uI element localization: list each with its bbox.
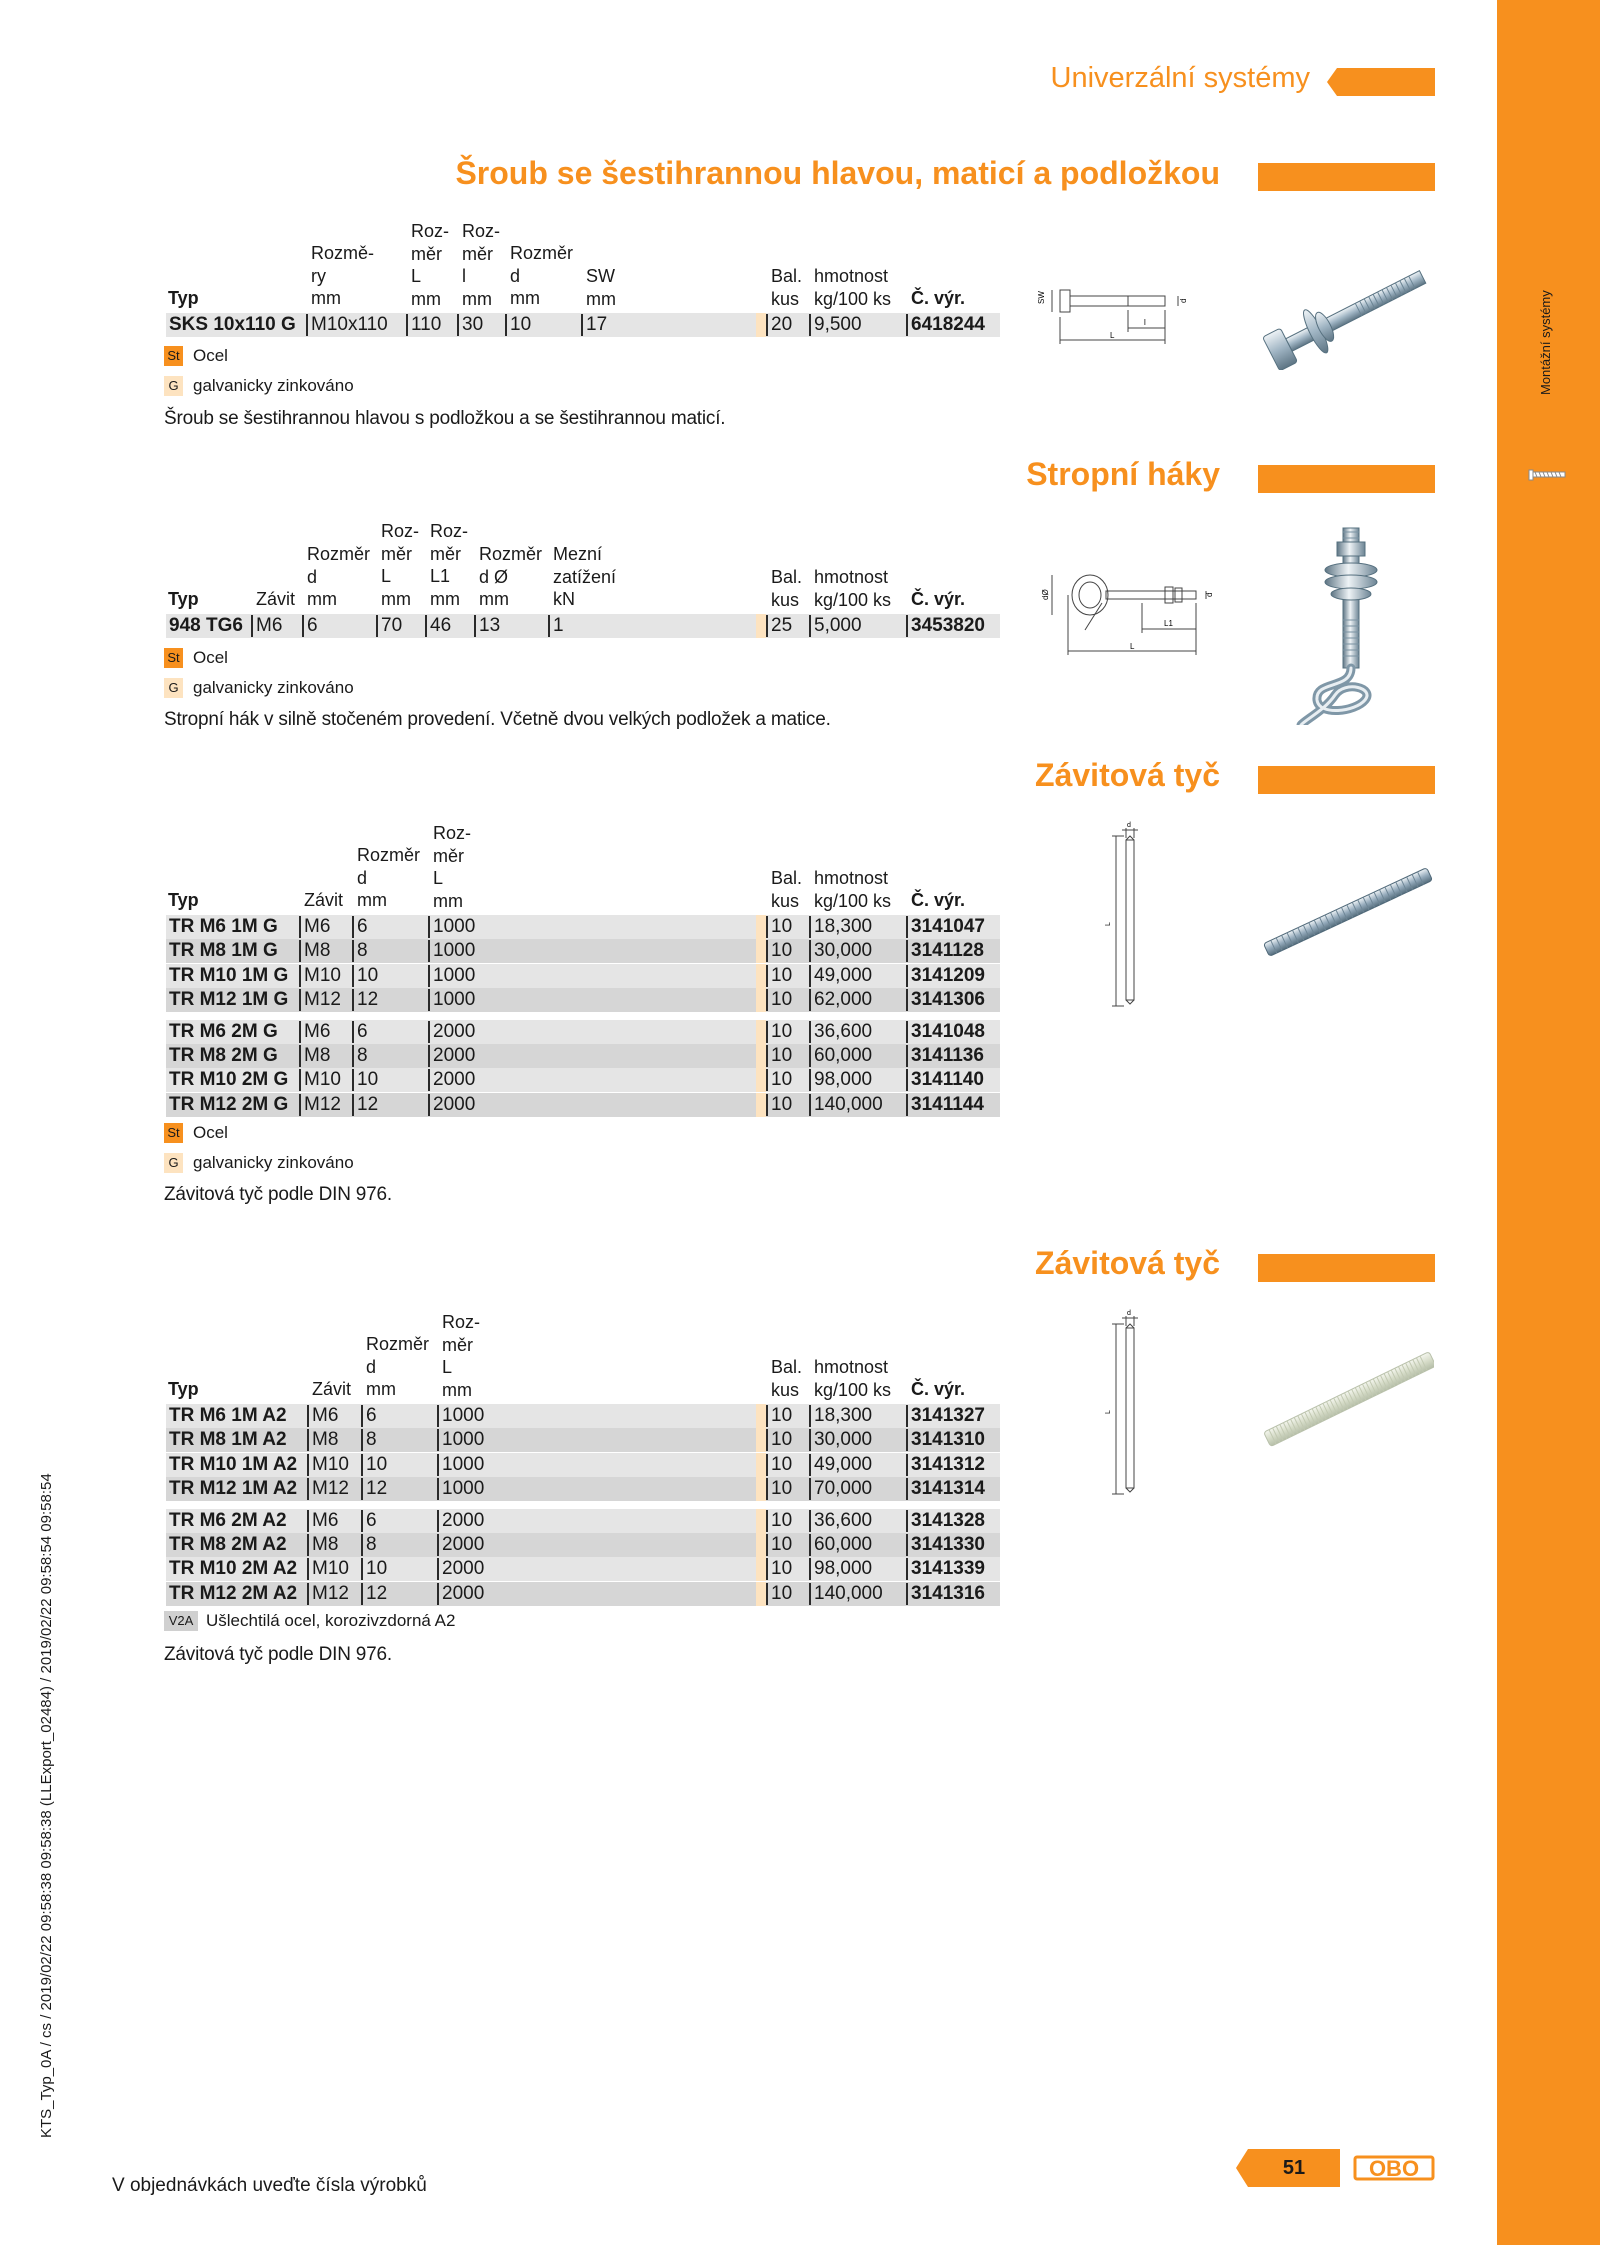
- col-header-L1: Roz- měr L1 mm: [430, 521, 469, 609]
- cell-hmotnost: 36,600: [809, 1510, 872, 1532]
- col-header-cvyr: Č. výr.: [911, 288, 966, 308]
- bal-marker: [756, 915, 766, 939]
- cell-zavit: M12: [299, 989, 341, 1011]
- cell-d: 8: [361, 1534, 377, 1556]
- cell-hmotnost: 60,000: [809, 1045, 872, 1067]
- cell-article-number: 3141136: [906, 1045, 984, 1067]
- col-header-sw: SW mm: [586, 266, 616, 309]
- cell-L: 2000: [428, 1069, 475, 1091]
- table-row: [166, 1582, 1000, 1606]
- cell-typ: TR M6 2M G: [169, 1020, 278, 1042]
- cell-d: 6: [352, 916, 368, 938]
- cell-L: 1000: [428, 965, 475, 987]
- hex-bolt-table: [166, 218, 1000, 338]
- cell-article-number: 3141306: [906, 989, 985, 1011]
- cell-bal: 10: [766, 1069, 792, 1091]
- bal-marker: [756, 1404, 766, 1428]
- bal-marker: [756, 939, 766, 963]
- material-code-badge: G: [164, 376, 183, 396]
- cell-zavit: M6: [251, 615, 282, 637]
- cell-hmotnost: 140,000: [809, 1094, 883, 1116]
- cell-L: 1000: [428, 916, 475, 938]
- cell-bal: 10: [766, 1045, 792, 1067]
- cell-bal: 20: [766, 314, 792, 336]
- cell-article-number: 3141330: [906, 1534, 985, 1556]
- cell-article-number: 3141140: [906, 1069, 984, 1091]
- section-bar: [1258, 1254, 1435, 1282]
- cell-typ: TR M10 1M A2: [169, 1453, 298, 1475]
- cell-zavit: M10: [299, 1069, 341, 1091]
- col-header-d: Rozměr d mm: [510, 243, 574, 308]
- cell-bal: 10: [766, 1510, 792, 1532]
- cell-hmotnost: 70,000: [809, 1478, 872, 1500]
- cell-d: 12: [361, 1478, 387, 1500]
- cell-hmotnost: 62,000: [809, 989, 872, 1011]
- cell-article-number: 3141327: [906, 1405, 985, 1427]
- col-header-zavit: Závit: [304, 890, 344, 910]
- cell-L: 1000: [437, 1454, 484, 1476]
- svg-text:dØ: dØ: [1041, 589, 1050, 600]
- cell-L: 110: [406, 314, 441, 336]
- cell-zavit: M12: [299, 1094, 341, 1116]
- section-bar: [1258, 766, 1435, 794]
- cell-L: 2000: [437, 1558, 484, 1580]
- svg-text:L: L: [1110, 331, 1115, 340]
- cell-hmotnost: 140,000: [809, 1583, 883, 1605]
- cell-typ: TR M10 1M G: [169, 964, 289, 986]
- threaded-rod-stainless-table: [166, 1309, 1000, 1609]
- cell-article-number: 3141316: [906, 1583, 985, 1605]
- cell-zavit: M6: [307, 1405, 338, 1427]
- col-header-cvyr: Č. výr.: [911, 589, 966, 609]
- cell-bal: 10: [766, 965, 792, 987]
- table-row: [166, 915, 1000, 939]
- cell-article-number: 3141047: [906, 916, 985, 938]
- col-header-zavit: Závit: [312, 1379, 352, 1399]
- material-legend-item: [164, 646, 228, 670]
- material-legend-item: [164, 344, 228, 368]
- cell-typ: TR M12 1M A2: [169, 1478, 298, 1500]
- cell-zavit: M12: [307, 1478, 349, 1500]
- material-legend-item: [164, 676, 354, 700]
- material-legend-item: [164, 374, 354, 398]
- svg-text:L: L: [1130, 642, 1135, 651]
- cell-typ: TR M8 1M A2: [169, 1429, 287, 1451]
- cell-d: 6: [361, 1405, 377, 1427]
- svg-text:l: l: [1144, 318, 1146, 327]
- table-row: [166, 964, 1000, 988]
- threaded-rod-technical-drawing: [1100, 1306, 1150, 1501]
- table-row: [166, 313, 1000, 337]
- bal-marker: [756, 988, 766, 1012]
- bal-marker: [756, 1428, 766, 1452]
- col-header-L: Roz- měr L mm: [411, 221, 450, 309]
- col-header-d: Rozměr d mm: [307, 544, 371, 609]
- footer-order-note: V objednávkách uveďte čísla výrobků: [112, 2175, 427, 2196]
- cell-d: 10: [352, 965, 378, 987]
- table-row: [166, 1068, 1000, 1092]
- cell-d: 6: [361, 1510, 377, 1532]
- ceiling-hook-photo: [1295, 520, 1415, 725]
- cell-article-number: 3141128: [906, 940, 984, 962]
- cell-L1: 46: [425, 615, 451, 637]
- cell-L: 1000: [437, 1429, 484, 1451]
- col-header-dO: Rozměr d Ø mm: [479, 544, 543, 609]
- col-header-d: Rozměr d mm: [366, 1334, 430, 1399]
- cell-hmotnost: 9,500: [809, 314, 862, 336]
- material-text: Ocel: [193, 346, 228, 365]
- cell-article-number: 3141328: [906, 1510, 985, 1532]
- cell-L: 2000: [428, 1094, 475, 1116]
- threaded-rod-galvanized-photo: [1262, 860, 1434, 965]
- cell-bal: 25: [766, 615, 792, 637]
- cell-hmotnost: 98,000: [809, 1558, 872, 1580]
- cell-l: 30: [457, 314, 483, 336]
- section-title-threaded-rod-stainless: Závitová tyč: [1035, 1245, 1220, 1281]
- cell-typ: TR M8 2M A2: [169, 1534, 287, 1555]
- table-row: [166, 988, 1000, 1012]
- cell-zavit: M10: [307, 1454, 349, 1476]
- bal-marker: [756, 1093, 766, 1117]
- cell-zavit: M10: [307, 1558, 349, 1580]
- material-text: galvanicky zinkováno: [193, 376, 354, 395]
- obo-logo: [1353, 2149, 1435, 2187]
- material-text: Ocel: [193, 1123, 228, 1142]
- product-description: Šroub se šestihrannou hlavou s podložkou a se šestihrannou maticí.: [164, 408, 726, 429]
- cell-d: 10: [361, 1558, 387, 1580]
- cell-zavit: M6: [299, 916, 330, 938]
- cell-typ: TR M10 2M A2: [169, 1558, 298, 1580]
- threaded-rod-galvanized-table: [166, 820, 1000, 1120]
- cell-zavit: M8: [307, 1429, 338, 1451]
- col-header-bal: Bal. kus: [771, 266, 803, 309]
- col-header-d: Rozměr d mm: [357, 845, 421, 910]
- cell-L: 2000: [437, 1583, 484, 1605]
- svg-text:SW: SW: [1037, 291, 1046, 304]
- cell-d: 10: [505, 314, 531, 336]
- cell-bal: 10: [766, 940, 792, 962]
- table-row: [166, 1477, 1000, 1501]
- svg-text:L: L: [1105, 922, 1112, 926]
- bal-marker: [756, 1582, 766, 1606]
- bal-marker: [756, 313, 766, 337]
- cell-d: 8: [352, 940, 368, 962]
- cell-L: 1000: [437, 1478, 484, 1500]
- bal-marker: [756, 614, 766, 638]
- threaded-rod-icon: [1527, 468, 1567, 484]
- material-code-badge: St: [164, 1123, 183, 1143]
- col-header-typ: Typ: [168, 589, 199, 609]
- cell-bal: 10: [766, 989, 792, 1011]
- cell-dO: 13: [474, 615, 500, 637]
- material-text: Ušlechtilá ocel, korozivzdorná A2: [206, 1611, 456, 1630]
- material-text: galvanicky zinkováno: [193, 1153, 354, 1172]
- cell-typ: TR M12 2M A2: [169, 1582, 298, 1604]
- svg-text:OBO: OBO: [1368, 2156, 1420, 2181]
- cell-article-number: 3453820: [906, 615, 985, 637]
- svg-text:d: d: [1127, 1310, 1131, 1317]
- table-row: [166, 1404, 1000, 1428]
- cell-article-number: 3141048: [906, 1021, 985, 1043]
- cell-hmotnost: 18,300: [809, 1405, 872, 1427]
- cell-bal: 10: [766, 1583, 792, 1605]
- col-header-bal: Bal. kus: [771, 567, 803, 610]
- cell-bal: 10: [766, 1478, 792, 1500]
- bal-marker: [756, 1509, 766, 1533]
- cell-hmotnost: 49,000: [809, 1454, 872, 1476]
- cell-L: 2000: [437, 1510, 484, 1532]
- cell-d: 10: [352, 1069, 378, 1091]
- page-number: 51: [1282, 2157, 1306, 2179]
- bal-marker: [756, 1477, 766, 1501]
- cell-hmotnost: 30,000: [809, 940, 872, 962]
- table-row: [166, 1428, 1000, 1452]
- material-code-badge: V2A: [164, 1611, 198, 1631]
- cell-d: 10: [361, 1454, 387, 1476]
- col-header-hmotnost: hmotnost kg/100 ks: [814, 868, 892, 911]
- cell-hmotnost: 18,300: [809, 916, 872, 938]
- cell-d: 6: [302, 615, 318, 637]
- cell-bal: 10: [766, 1534, 792, 1556]
- cell-bal: 10: [766, 1454, 792, 1476]
- cell-article-number: 3141209: [906, 965, 985, 987]
- material-legend-item: [164, 1609, 455, 1633]
- table-row: [166, 614, 1000, 638]
- material-text: galvanicky zinkováno: [193, 678, 354, 697]
- cell-L: 1000: [437, 1405, 484, 1427]
- col-header-l: Roz- měr l mm: [462, 221, 501, 309]
- cell-bal: 10: [766, 1429, 792, 1451]
- cell-bal: 10: [766, 1094, 792, 1116]
- hex-bolt-photo: [1260, 255, 1435, 370]
- table-row: [166, 1533, 1000, 1557]
- cell-typ: SKS 10x110 G: [169, 314, 296, 335]
- print-metadata: KTS_Typ_0A / cs / 2019/02/22 09:58:38 09:58:38 (LLExport_02484) / 2019/02/22 09:58:54 09:58:54: [38, 1473, 55, 2138]
- section-title-hex-bolt: Šroub se šestihrannou hlavou, maticí a podložkou: [455, 155, 1220, 191]
- section-bar: [1258, 465, 1435, 493]
- col-header-zavit: Závit: [256, 589, 296, 609]
- cell-zavit: M6: [307, 1510, 338, 1532]
- cell-zavit: M8: [299, 1045, 330, 1067]
- sidebar-category-label: Montážní systémy: [1538, 290, 1553, 395]
- col-header-rozmery: Rozmě- ry mm: [311, 243, 375, 308]
- cell-mezni: 1: [548, 615, 564, 637]
- product-description: Závitová tyč podle DIN 976.: [164, 1644, 392, 1665]
- cell-zavit: M10: [299, 965, 341, 987]
- svg-text:d: d: [1205, 592, 1214, 597]
- cell-typ: TR M8 2M G: [169, 1045, 278, 1066]
- cell-hmotnost: 5,000: [809, 615, 862, 637]
- cell-hmotnost: 30,000: [809, 1429, 872, 1451]
- col-header-cvyr: Č. výr.: [911, 890, 966, 910]
- section-bar: [1258, 163, 1435, 191]
- page-header-title: Univerzální systémy: [1050, 62, 1310, 94]
- cell-rozmery: M10x110: [306, 314, 388, 336]
- col-header-typ: Typ: [168, 890, 199, 910]
- section-title-ceiling-hooks: Stropní háky: [1026, 456, 1220, 492]
- col-header-L: Roz- měr L mm: [381, 521, 420, 609]
- col-header-L: Roz- měr L mm: [433, 823, 472, 911]
- cell-d: 12: [352, 989, 378, 1011]
- material-code-badge: G: [164, 1153, 183, 1173]
- cell-hmotnost: 98,000: [809, 1069, 872, 1091]
- cell-zavit: M12: [307, 1583, 349, 1605]
- ceiling-hook-table: [166, 520, 1000, 640]
- col-header-hmotnost: hmotnost kg/100 ks: [814, 266, 892, 309]
- cell-bal: 10: [766, 916, 792, 938]
- bal-marker: [756, 1453, 766, 1477]
- section-title-threaded-rod-galvanized: Závitová tyč: [1035, 757, 1220, 793]
- ceiling-hook-technical-drawing: [1030, 555, 1220, 665]
- cell-bal: 10: [766, 1558, 792, 1580]
- header-tab: [1327, 68, 1435, 96]
- col-header-bal: Bal. kus: [771, 1357, 803, 1400]
- material-legend-item: [164, 1121, 228, 1145]
- material-text: Ocel: [193, 648, 228, 667]
- cell-L: 2000: [428, 1045, 475, 1067]
- bal-marker: [756, 1557, 766, 1581]
- bal-marker: [756, 1044, 766, 1068]
- material-legend-item: [164, 1151, 354, 1175]
- cell-hmotnost: 49,000: [809, 965, 872, 987]
- col-header-mezni: Mezní zatížení kN: [553, 544, 617, 609]
- table-row: [166, 1020, 1000, 1044]
- cell-L: 1000: [428, 989, 475, 1011]
- svg-text:L1: L1: [1164, 619, 1173, 628]
- table-row: [166, 1453, 1000, 1477]
- cell-article-number: 3141144: [906, 1094, 984, 1116]
- cell-L: 70: [376, 615, 402, 637]
- cell-zavit: M6: [299, 1021, 330, 1043]
- hex-bolt-technical-drawing: [1030, 272, 1210, 352]
- cell-d: 12: [352, 1094, 378, 1116]
- cell-typ: TR M6 1M A2: [169, 1405, 287, 1426]
- cell-typ: TR M6 2M A2: [169, 1509, 287, 1531]
- table-row: [166, 1044, 1000, 1068]
- col-header-typ: Typ: [168, 288, 199, 308]
- svg-text:d: d: [1127, 822, 1131, 829]
- table-row: [166, 1509, 1000, 1533]
- material-code-badge: G: [164, 678, 183, 698]
- col-header-cvyr: Č. výr.: [911, 1379, 966, 1399]
- cell-typ: TR M12 1M G: [169, 989, 289, 1011]
- bal-marker: [756, 1068, 766, 1092]
- threaded-rod-technical-drawing: [1100, 818, 1150, 1013]
- cell-d: 6: [352, 1021, 368, 1043]
- cell-d: 12: [361, 1583, 387, 1605]
- cell-typ: TR M10 2M G: [169, 1069, 289, 1091]
- material-code-badge: St: [164, 648, 183, 668]
- cell-sw: 17: [581, 314, 607, 336]
- cell-L: 1000: [428, 940, 475, 962]
- col-header-bal: Bal. kus: [771, 868, 803, 911]
- svg-text:d: d: [1179, 298, 1188, 303]
- product-description: Stropní hák v silně stočeném provedení. Včetně dvou velkých podložek a matice.: [164, 709, 831, 730]
- cell-bal: 10: [766, 1405, 792, 1427]
- col-header-hmotnost: hmotnost kg/100 ks: [814, 1357, 892, 1400]
- bal-marker: [756, 1020, 766, 1044]
- cell-L: 2000: [428, 1021, 475, 1043]
- svg-text:L: L: [1105, 1410, 1112, 1414]
- cell-typ: 948 TG6: [169, 615, 243, 636]
- table-row: [166, 939, 1000, 963]
- threaded-rod-stainless-photo: [1262, 1340, 1434, 1458]
- cell-hmotnost: 36,600: [809, 1021, 872, 1043]
- product-description: Závitová tyč podle DIN 976.: [164, 1184, 392, 1205]
- cell-hmotnost: 60,000: [809, 1534, 872, 1556]
- col-header-L: Roz- měr L mm: [442, 1312, 481, 1400]
- cell-article-number: 3141312: [906, 1454, 985, 1476]
- material-code-badge: St: [164, 346, 183, 366]
- cell-zavit: M8: [299, 940, 330, 962]
- cell-article-number: 6418244: [906, 314, 985, 336]
- cell-article-number: 3141314: [906, 1478, 985, 1500]
- cell-article-number: 3141339: [906, 1558, 985, 1580]
- cell-d: 8: [352, 1045, 368, 1067]
- bal-marker: [756, 964, 766, 988]
- col-header-typ: Typ: [168, 1379, 199, 1399]
- col-header-hmotnost: hmotnost kg/100 ks: [814, 567, 892, 610]
- cell-typ: TR M6 1M G: [169, 916, 278, 937]
- table-row: [166, 1093, 1000, 1117]
- cell-L: 2000: [437, 1534, 484, 1556]
- cell-typ: TR M12 2M G: [169, 1093, 289, 1115]
- table-row: [166, 1557, 1000, 1581]
- cell-typ: TR M8 1M G: [169, 940, 278, 962]
- cell-bal: 10: [766, 1021, 792, 1043]
- cell-d: 8: [361, 1429, 377, 1451]
- cell-zavit: M8: [307, 1534, 338, 1556]
- bal-marker: [756, 1533, 766, 1557]
- cell-article-number: 3141310: [906, 1429, 985, 1451]
